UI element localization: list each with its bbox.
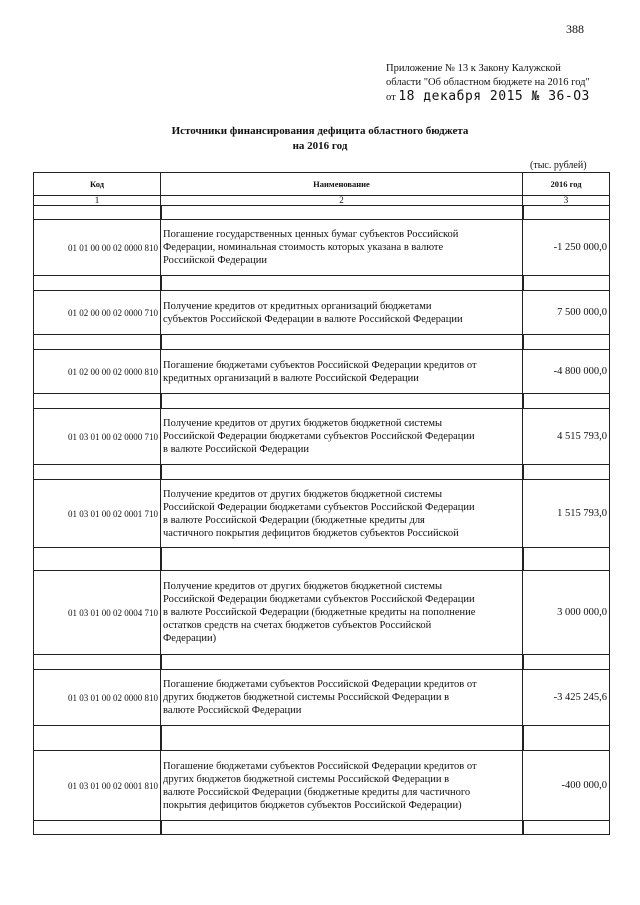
table-spacer-row: [34, 726, 610, 751]
spacer-cell: [161, 206, 523, 220]
table-row: [34, 571, 610, 655]
row-name-line: в валюте Российской Федерации (бюджетные кредиты на пополнение: [163, 607, 476, 618]
row-name-line: субъектов Российской Федерации в валюте Российской Федерации: [163, 313, 463, 325]
table-row: [34, 751, 610, 821]
row-name: [161, 670, 523, 726]
spacer-cell: [161, 276, 523, 291]
row-code: 01 03 01 00 02 0001 710: [34, 480, 161, 548]
spacer-cell: [34, 655, 161, 670]
row-name-line: Получение кредитов от других бюджетов бюджетной системы: [163, 418, 443, 429]
page-number: 388: [566, 22, 584, 36]
table-spacer-row: [34, 655, 610, 670]
spacer-cell: [161, 465, 523, 480]
spacer-cell: [523, 276, 610, 291]
title-line-1: Источники финансирования дефицита областного бюджета: [171, 125, 469, 137]
row-name-line: Российской Федерации: [163, 255, 267, 266]
spacer-cell: [34, 726, 161, 751]
row-name-line: остатков средств на счетах бюджетов субъектов Российской: [163, 620, 432, 631]
row-name: [161, 751, 523, 821]
header-name: Наименование: [161, 173, 523, 196]
spacer-cell: [523, 465, 610, 480]
column-number-row: [34, 196, 610, 206]
row-name-line: Федерации, номинальная стоимость которых указана в валюте: [163, 242, 444, 253]
column-number: 2: [161, 196, 523, 206]
annex-handwritten-date: 18 декабря 2015 № 36-ОЗ: [398, 89, 590, 104]
row-name-line: покрытия дефицитов бюджетов субъектов Российской Федерации): [163, 799, 462, 811]
table-spacer-row: [34, 276, 610, 291]
row-name-line: Погашение бюджетами субъектов Российской Федерации кредитов от: [163, 679, 477, 690]
spacer-cell: [34, 206, 161, 220]
table-spacer-row: [34, 821, 610, 835]
spacer-cell: [523, 206, 610, 220]
document-title: [150, 124, 490, 154]
table-row: [34, 670, 610, 726]
table-spacer-row: [34, 548, 610, 571]
header-code: Код: [34, 173, 161, 196]
spacer-cell: [523, 548, 610, 571]
spacer-cell: [34, 394, 161, 409]
spacer-cell: [161, 335, 523, 350]
row-value: 3 000 000,0: [523, 571, 610, 655]
spacer-cell: [523, 394, 610, 409]
table-row: [34, 220, 610, 276]
row-value: 4 515 793,0: [523, 409, 610, 465]
row-name-line: валюте Российской Федерации (бюджетные кредиты для частичного: [163, 786, 471, 798]
row-name: [161, 571, 523, 655]
spacer-cell: [523, 655, 610, 670]
annex-date-line: [386, 90, 590, 105]
annex-line-2: области "Об областном бюджете на 2016 год": [386, 77, 590, 88]
table-row: [34, 480, 610, 548]
row-name-line: Погашение бюджетами субъектов Российской Федерации кредитов от: [163, 760, 477, 772]
row-name-line: Российской Федерации бюджетами субъектов Российской Федерации: [163, 594, 475, 605]
row-code: 01 02 00 00 02 0000 810: [34, 350, 161, 394]
units-label: (тыс. рублей): [530, 160, 587, 171]
annex-line-1: Приложение № 13 к Закону Калужской: [386, 63, 561, 74]
table-header-row: [34, 173, 610, 196]
spacer-cell: [34, 465, 161, 480]
table-row: [34, 350, 610, 394]
row-name-line: других бюджетов бюджетной системы Российской Федерации в: [163, 692, 450, 703]
row-name-line: Российской Федерации бюджетами субъектов Российской Федерации: [163, 431, 475, 442]
row-value: 1 515 793,0: [523, 480, 610, 548]
row-name-line: Получение кредитов от других бюджетов бюджетной системы: [163, 581, 443, 592]
table-row: [34, 409, 610, 465]
column-number: 1: [34, 196, 161, 206]
row-name-line: Погашение государственных ценных бумаг субъектов Российской: [163, 229, 459, 240]
row-name: [161, 480, 523, 548]
row-code: 01 03 01 00 02 0004 710: [34, 571, 161, 655]
spacer-cell: [34, 335, 161, 350]
spacer-cell: [34, 276, 161, 291]
row-name-line: валюте Российской Федерации: [163, 705, 302, 716]
row-code: 01 03 01 00 02 0000 710: [34, 409, 161, 465]
row-name-line: частичного покрытия дефицитов бюджетов субъектов Российской: [163, 527, 459, 539]
row-name-line: в валюте Российской Федерации (бюджетные кредиты для: [163, 514, 425, 526]
row-value: 7 500 000,0: [523, 291, 610, 335]
row-name: [161, 409, 523, 465]
row-code: 01 03 01 00 02 0000 810: [34, 670, 161, 726]
table-row: [34, 291, 610, 335]
row-name-line: Получение кредитов от других бюджетов бюджетной системы: [163, 488, 443, 500]
row-code: 01 01 00 00 02 0000 810: [34, 220, 161, 276]
row-code: 01 02 00 00 02 0000 710: [34, 291, 161, 335]
row-name-line: Погашение бюджетами субъектов Российской Федерации кредитов от: [163, 359, 477, 371]
table-spacer-row: [34, 465, 610, 480]
row-name: [161, 291, 523, 335]
spacer-cell: [34, 548, 161, 571]
annex-header: [386, 62, 590, 105]
row-name-line: Федерации): [163, 633, 217, 644]
row-name: [161, 350, 523, 394]
spacer-cell: [161, 548, 523, 571]
row-name-line: в валюте Российской Федерации: [163, 444, 309, 455]
row-value: -3 425 245,6: [523, 670, 610, 726]
row-code: 01 03 01 00 02 0001 810: [34, 751, 161, 821]
row-name-line: других бюджетов бюджетной системы Российской Федерации в: [163, 773, 450, 785]
table-spacer-row: [34, 206, 610, 220]
row-name-line: Получение кредитов от кредитных организаций бюджетами: [163, 300, 432, 312]
row-value: -400 000,0: [523, 751, 610, 821]
column-number: 3: [523, 196, 610, 206]
financing-table: [33, 172, 610, 835]
spacer-cell: [161, 821, 523, 835]
table-spacer-row: [34, 335, 610, 350]
spacer-cell: [523, 821, 610, 835]
spacer-cell: [34, 821, 161, 835]
spacer-cell: [161, 655, 523, 670]
annex-from-prefix: от: [386, 92, 396, 103]
spacer-cell: [161, 726, 523, 751]
table-body: [34, 206, 610, 835]
row-value: -4 800 000,0: [523, 350, 610, 394]
title-line-2: на 2016 год: [292, 140, 348, 152]
header-year: 2016 год: [523, 173, 610, 196]
spacer-cell: [523, 335, 610, 350]
spacer-cell: [523, 726, 610, 751]
spacer-cell: [161, 394, 523, 409]
row-name-line: Российской Федерации бюджетами субъектов Российской Федерации: [163, 501, 475, 513]
row-name: [161, 220, 523, 276]
row-name-line: кредитных организаций в валюте Российской Федерации: [163, 372, 419, 384]
row-value: -1 250 000,0: [523, 220, 610, 276]
table-spacer-row: [34, 394, 610, 409]
